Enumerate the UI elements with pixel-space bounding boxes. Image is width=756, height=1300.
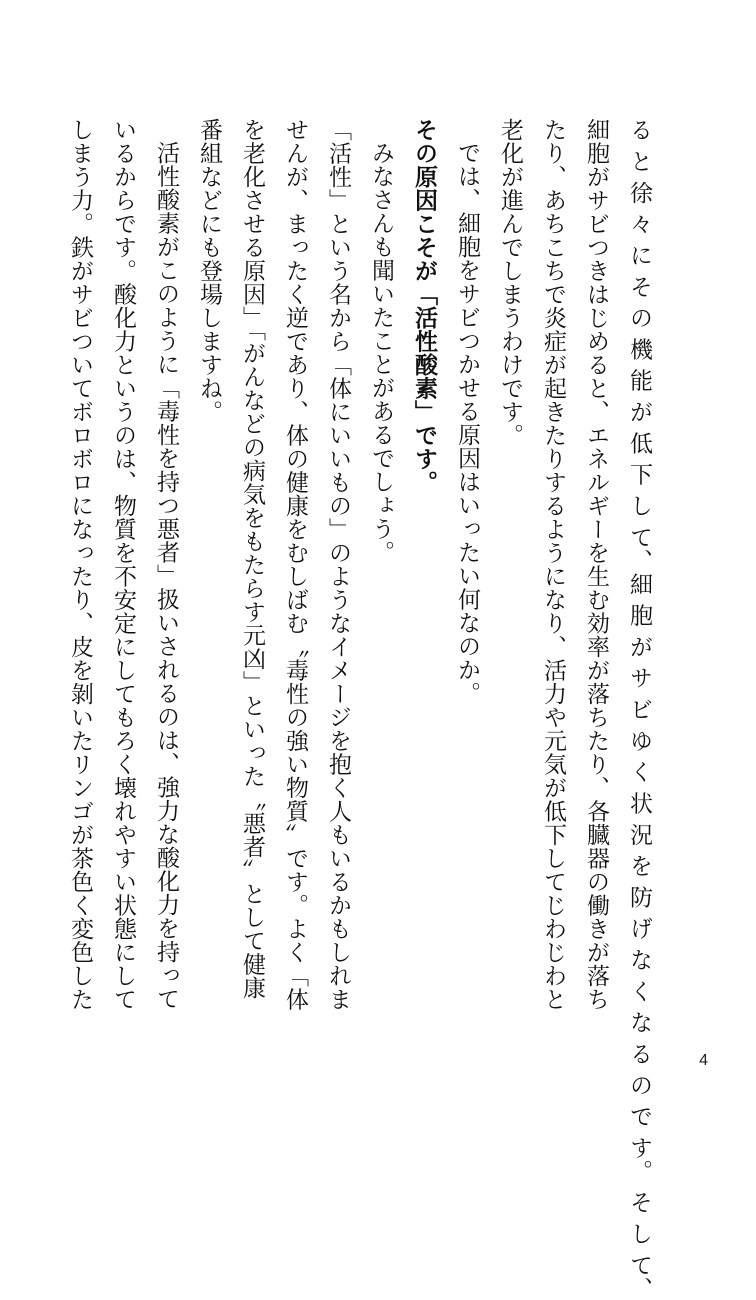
text-line: いるからです。酸化力というのは、物質を不安定にしてもろく壊れやすい状態にして bbox=[110, 118, 136, 1011]
text-line: 番組などにも登場しますね。 bbox=[196, 118, 222, 424]
page-number: 4 bbox=[699, 1052, 708, 1069]
text-line: 老化が進んでしまうわけです。 bbox=[497, 118, 523, 447]
text-line: 活性酸素がこのように「毒性を持つ悪者」扱いされるのは、強力な酸化力を持って bbox=[153, 141, 179, 1011]
vertical-text-body bbox=[58, 118, 660, 1300]
text-line: 細胞がサビつきはじめると、エネルギーを生む効率が落ちたり、各臓器の働きが落ち bbox=[583, 118, 609, 1011]
text-line: せんが、まったく逆であり、体の健康をむしばむ〝毒性の強い物質〟です。よく「体 bbox=[282, 118, 308, 1011]
text-line: 「活性」という名から「体にいいもの」のようなイメージを抱く人もいるかもしれま bbox=[325, 118, 351, 1011]
section-heading: その原因こそが「活性酸素」です。 bbox=[411, 118, 437, 494]
text-line: では、細胞をサビつかせる原因はいったい何なのか。 bbox=[454, 141, 480, 705]
text-line: を老化させる原因」「がんなどの病気をもたらす元凶」といった〝悪者〟として健康 bbox=[239, 118, 265, 1000]
text-line: みなさんも聞いたことがあるでしょう。 bbox=[368, 141, 394, 564]
text-line: しまう力。鉄がサビついてボロボロになったり、皮を剝いたリンゴが茶色く変色した bbox=[67, 118, 93, 1011]
text-line: る と 徐 々 に そ の 機 能 が 低 下 し て、細 胞 が サ ビ ゆ く 状 況 を 防 げ な く な る の で す。 そ し て、 bbox=[626, 118, 652, 1300]
text-line: たり、あちこちで炎症が起きたりするようになり、活力や元気が低下してじわじわと bbox=[540, 118, 566, 1011]
